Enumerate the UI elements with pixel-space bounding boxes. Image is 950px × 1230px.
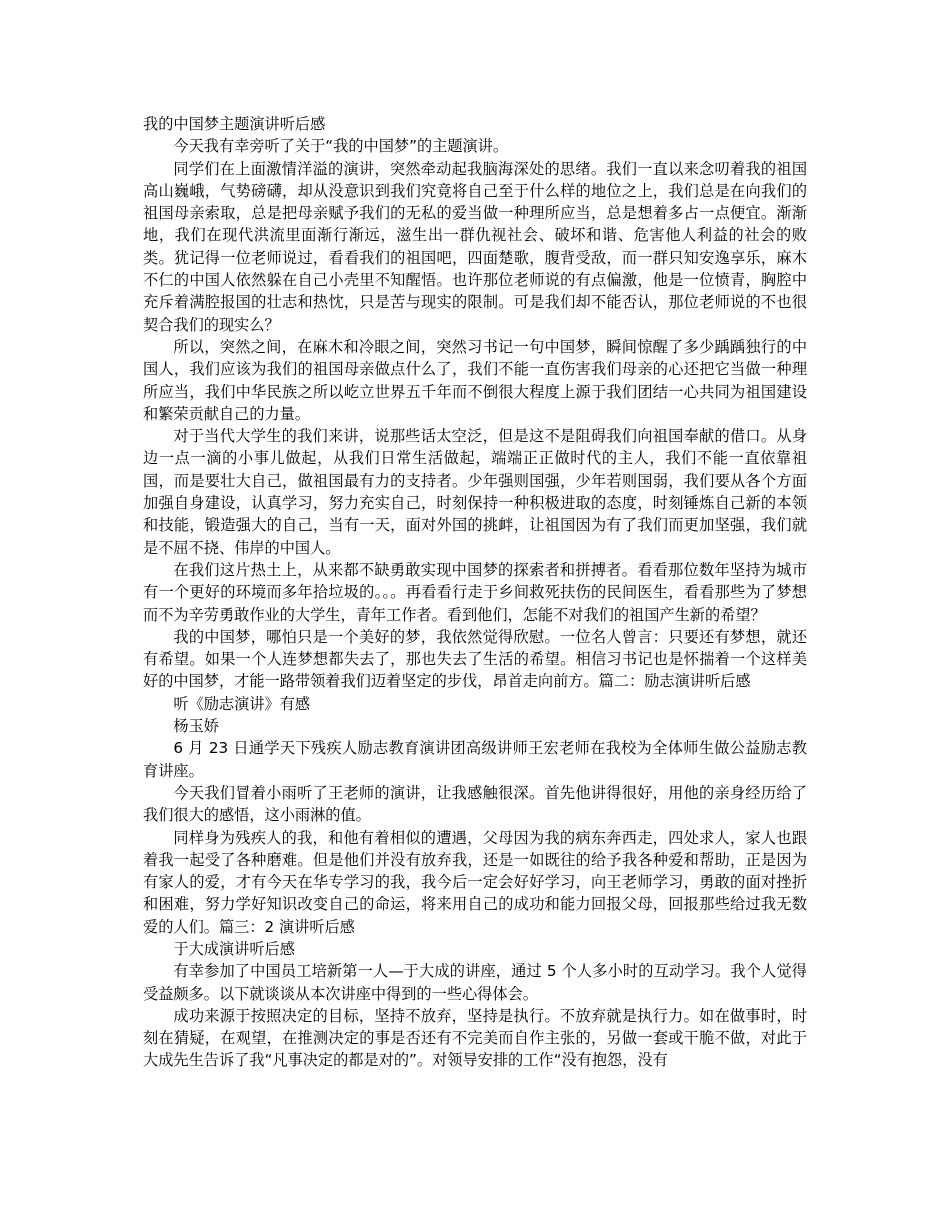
paragraph: 同样身为残疾人的我，和他有着相似的遭遇，父母因为我的病东奔西走，四处求人，家人也跟着我一起受了各种磨难。但是他们并没有放弃我，还是一如既往的给予我各种爱和帮助，正是因为有家人的爱，才有今天在华专学习的我，我今后一定会好好学习，向王老师学习，勇敢的面对挫折和困难，努力学好知识改变自己的命运，将来用自己的成功和能力回报父母，回报那些给过我无数爱的人们。篇三：2 演讲听后感 [143,828,807,936]
paragraph: 6 月 23 日通学天下残疾人励志教育演讲团高级讲师王宏老师在我校为全体师生做公益励志教育讲座。 [143,739,807,780]
paragraph: 成功来源于按照决定的目标，坚持不放弃，坚持是执行。不放弃就是执行力。如在做事时，时刻在猜疑，在观望，在推测决定的事是否还有不完美而自作主张的，另做一套或干脆不做，对此于大成先生告诉了我“凡事决定的都是对的”。对领导安排的工作“没有抱怨，没有 [143,1006,807,1070]
section-heading: 听《励志演讲》有感 [173,694,311,713]
section-heading: 于大成演讲听后感 [173,939,295,958]
paragraph: 今天我们冒着小雨听了王老师的演讲，让我感触很深。首先他讲得很好，用他的亲身经历给了我们很大的感悟，这小雨淋的值。 [143,783,807,825]
paragraph: 在我们这片热土上，从来都不缺勇敢实现中国梦的探索者和拼搏者。看看那位数年坚持为城市有一个更好的环境而多年拾垃圾的。。。再看看行走于乡间救死扶伤的民间医生，看看那些为了梦想而不为辛劳勇敢作业的大学生，青年工作者。看到他们，怎能不对我们的祖国产生新的希望？ [143,560,807,624]
document-title: 我的中国梦主题演讲听后感 [143,115,326,133]
paragraph: 对于当代大学生的我们来讲，说那些话太空泛，但是这不是阻碍我们向祖国奉献的借口。从身边一点一滴的小事儿做起，从我们日常生活做起，端端正正做时代的主人，我们不能一直依靠祖国，而是要壮大自己，做祖国最有力的支持者。少年强则国强，少年若则国弱，我们要从各个方面加强自身建设，认真学习，努力充实自己，时刻保持一种积极进取的态度，时刻锤炼自己新的本领和技能，锻造强大的自己，当有一天，面对外国的挑衅，让祖国因为有了我们而更加坚强，我们就是不屈不挠、伟岸的中国人。 [143,427,807,557]
document-page [143,113,807,1072]
paragraph: 有幸参加了中国员工培新第一人—于大成的讲座，通过 5 个人多小时的互动学习。我个人觉得受益颇多。以下就谈谈从本次讲座中得到的一些心得体会。 [143,962,807,1003]
paragraph: 同学们在上面激情洋溢的演讲，突然牵动起我脑海深处的思绪。我们一直以来念叨着我的祖国高山巍峨，气势磅礴，却从没意识到我们究竟将自己至于什么样的地位之上，我们总是在向我们的祖国母亲索取，总是把母亲赋予我们的无私的爱当做一种理所应当，总是想着多占一点便宜。渐渐地，我们在现代洪流里面渐行渐远，滋生出一群仇视社会、破坏和谐、危害他人利益的社会的败类。犹记得一位老师说过，看看我们的祖国吧，四面楚歌，腹背受敌，而一群只知安逸享乐，麻木不仁的中国人依然躲在自己小壳里不知醒悟。也许那位老师说的有点偏激，他是一位愤青，胸腔中充斥着满腔报国的壮志和热忱，只是苦与现实的限制。可是我们却不能否认，那位老师说的不也很契合我们的现实么？ [143,159,807,334]
paragraph: 所以，突然之间，在麻木和冷眼之间，突然习书记一句中国梦，瞬间惊醒了多少踽踽独行的中国人，我们应该为我们的祖国母亲做点什么了，我们不能一直伤害我们母亲的心还把它当做一种理所应当，我们中华民族之所以屹立世界五千年而不倒很大程度上源于我们团结一心共同为祖国建设和繁荣贡献自己的力量。 [143,337,807,423]
author-name: 杨玉娇 [173,717,219,736]
paragraph: 今天我有幸旁听了关于“我的中国梦”的主题演讲。 [173,137,509,156]
paragraph: 我的中国梦，哪怕只是一个美好的梦，我依然觉得欣慰。一位名人曾言：只要还有梦想，就还有希望。如果一个人连梦想都失去了，那也失去了生活的希望。相信习书记也是怀揣着一个这样美好的中国梦，才能一路带领着我们迈着坚定的步伐，昂首走向前方。篇二：励志演讲听后感 [143,627,807,691]
